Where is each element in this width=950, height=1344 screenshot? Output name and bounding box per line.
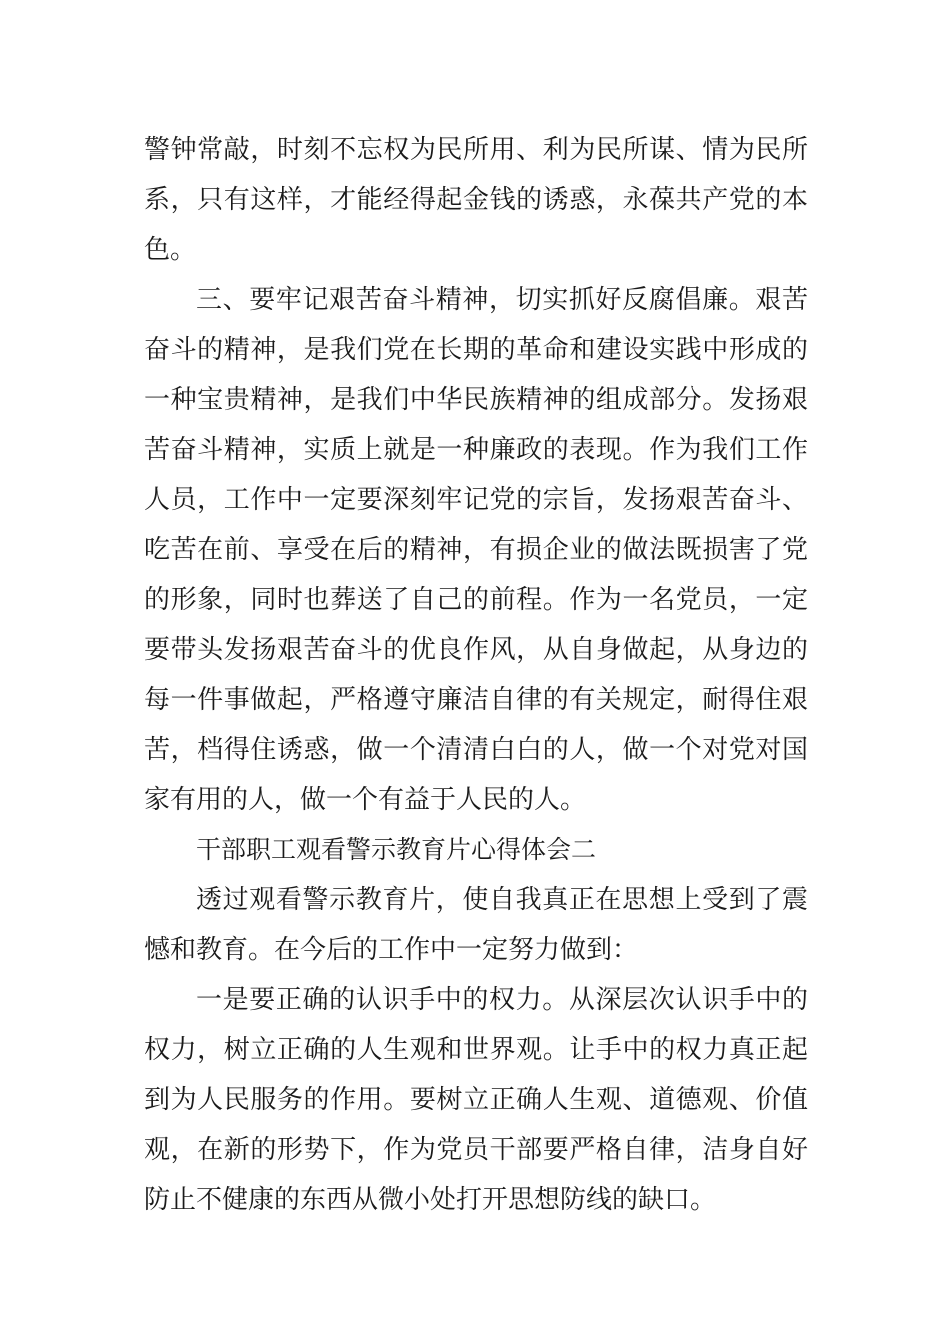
paragraph-intro: 透过观看警示教育片，使自我真正在思想上受到了震憾和教育。在今后的工作中一定努力做到： [144,885,808,965]
paragraph-continuation: 警钟常敲，时刻不忘权为民所用、利为民所谋、情为民所系，只有这样，才能经得起金钱的诱惑，永葆共产党的本色。 [144,135,808,265]
document-body [144,125,808,1225]
paragraph-hard-work-spirit: 三、要牢记艰苦奋斗精神，切实抓好反腐倡廉。艰苦奋斗的精神，是我们党在长期的革命和建设实践中形成的一种宝贵精神，是我们中华民族精神的组成部分。发扬艰苦奋斗精神，实质上就是一种廉政的表现。作为我们工作人员，工作中一定要深刻牢记党的宗旨，发扬艰苦奋斗、吃苦在前、享受在后的精神，有损企业的做法既损害了党的形象，同时也葬送了自己的前程。作为一名党员，一定要带头发扬艰苦奋斗的优良作风，从自身做起，从身边的每一件事做起，严格遵守廉洁自律的有关规定，耐得住艰苦，档得住诱惑，做一个清清白白的人，做一个对党对国家有用的人，做一个有益于人民的人。 [144,285,808,815]
paragraph-point-one: 一是要正确的认识手中的权力。从深层次认识手中的权力，树立正确的人生观和世界观。让手中的权力真正起到为人民服务的作用。要树立正确人生观、道德观、价值观，在新的形势下，作为党员干部要严格自律，洁身自好防止不健康的东西从微小处打开思想防线的缺口。 [144,985,808,1215]
section-heading: 干部职工观看警示教育片心得体会二 [196,835,597,864]
